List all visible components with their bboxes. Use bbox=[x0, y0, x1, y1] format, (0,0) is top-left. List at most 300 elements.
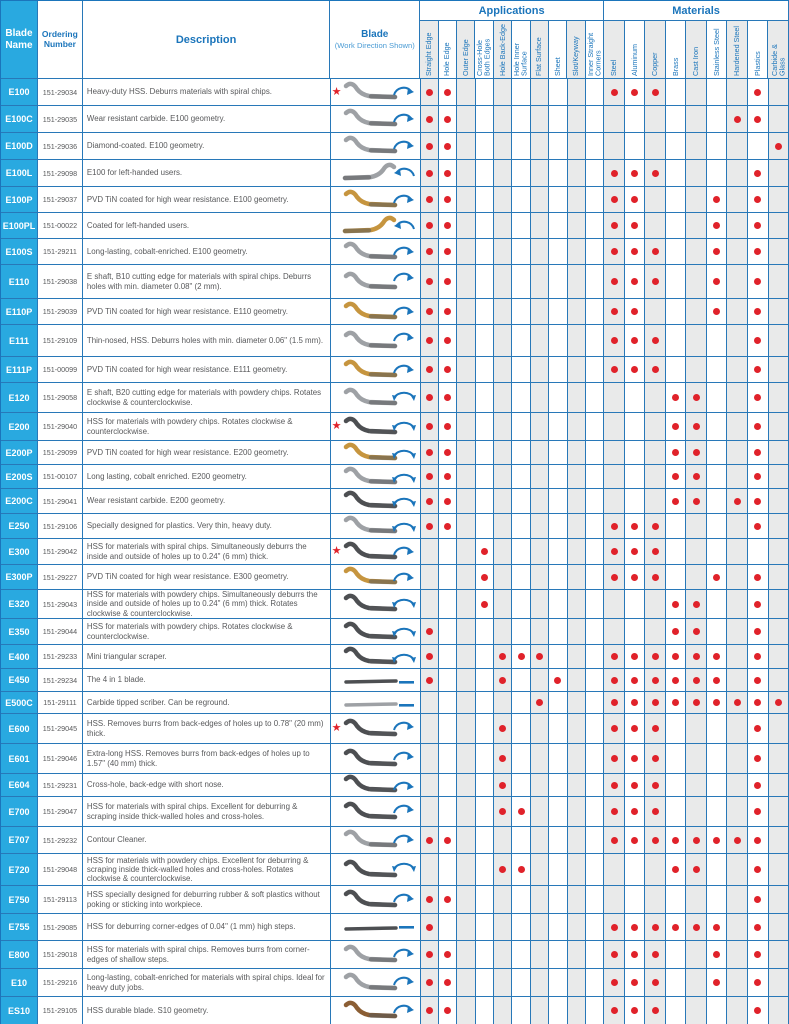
material-cell bbox=[666, 827, 687, 854]
application-cell bbox=[457, 489, 475, 514]
material-dot bbox=[652, 951, 659, 958]
material-cell bbox=[686, 325, 707, 357]
header-blade-name-label: Blade Name bbox=[5, 28, 33, 51]
application-cell bbox=[476, 969, 494, 997]
material-cell bbox=[645, 854, 666, 886]
application-cell bbox=[439, 325, 457, 357]
material-cell bbox=[604, 827, 625, 854]
material-cell bbox=[769, 160, 789, 187]
material-cell bbox=[666, 590, 687, 619]
table-row bbox=[1, 774, 789, 797]
application-cell bbox=[549, 383, 567, 413]
table-row bbox=[1, 969, 789, 997]
ordering-number: 151-29018 bbox=[38, 941, 83, 969]
header-ordering-number bbox=[38, 1, 83, 79]
ordering-number: 151-29232 bbox=[38, 827, 83, 854]
material-cell bbox=[748, 669, 769, 692]
blade-image-cell bbox=[331, 645, 421, 669]
application-dot bbox=[444, 308, 451, 315]
blade-image-cell bbox=[331, 383, 421, 413]
application-cell bbox=[512, 441, 530, 465]
ordering-number: 151-29048 bbox=[38, 854, 83, 886]
application-cell bbox=[476, 914, 494, 941]
work-direction-arrow-icon bbox=[391, 162, 417, 180]
application-cell bbox=[586, 744, 604, 774]
blade-name: E110 bbox=[1, 265, 38, 299]
application-cell bbox=[476, 645, 494, 669]
material-cell bbox=[666, 886, 687, 914]
application-cell bbox=[494, 383, 512, 413]
work-direction-arrow-icon bbox=[391, 443, 417, 461]
material-cell bbox=[707, 79, 728, 106]
material-dot bbox=[754, 755, 761, 762]
material-dot bbox=[652, 248, 659, 255]
blade-name: E601 bbox=[1, 744, 38, 774]
material-dot bbox=[734, 837, 741, 844]
description: Carbide tipped scriber. Can be reground. bbox=[83, 692, 331, 714]
material-cell bbox=[666, 714, 687, 744]
material-cell bbox=[748, 692, 769, 714]
material-cell bbox=[686, 941, 707, 969]
material-cell bbox=[645, 187, 666, 213]
table-row bbox=[1, 827, 789, 854]
material-cell bbox=[707, 969, 728, 997]
material-dot bbox=[631, 366, 638, 373]
material-column-header-6 bbox=[727, 21, 748, 79]
application-dot bbox=[444, 248, 451, 255]
material-dot bbox=[672, 866, 679, 873]
application-cell bbox=[457, 325, 475, 357]
blade-name: E350 bbox=[1, 619, 38, 645]
material-cell bbox=[645, 413, 666, 441]
application-cell bbox=[586, 465, 604, 489]
application-cell bbox=[568, 465, 586, 489]
application-cell bbox=[549, 565, 567, 590]
blade-image-cell bbox=[331, 239, 421, 265]
ordering-number: 151-29058 bbox=[38, 383, 83, 413]
star-icon: ★ bbox=[331, 545, 342, 557]
material-dot bbox=[754, 498, 761, 505]
application-cell bbox=[457, 854, 475, 886]
application-cell bbox=[457, 645, 475, 669]
material-cell bbox=[727, 465, 748, 489]
material-dot bbox=[631, 725, 638, 732]
application-cell bbox=[512, 325, 530, 357]
application-cell bbox=[512, 160, 530, 187]
material-dot bbox=[672, 699, 679, 706]
application-dot bbox=[444, 394, 451, 401]
application-cell bbox=[512, 514, 530, 539]
material-cell bbox=[625, 106, 646, 133]
material-dot bbox=[693, 601, 700, 608]
application-cell bbox=[421, 239, 439, 265]
application-cell bbox=[568, 299, 586, 325]
material-dot bbox=[693, 423, 700, 430]
material-cell bbox=[748, 160, 769, 187]
application-cell bbox=[421, 514, 439, 539]
material-cell bbox=[727, 997, 748, 1024]
application-dot bbox=[426, 473, 433, 480]
blade-name: E300 bbox=[1, 539, 38, 565]
application-cell bbox=[476, 383, 494, 413]
material-cell bbox=[769, 465, 789, 489]
material-cell bbox=[769, 774, 789, 797]
application-cell bbox=[568, 265, 586, 299]
material-cell bbox=[645, 133, 666, 160]
material-dot bbox=[631, 1007, 638, 1014]
material-dot bbox=[652, 278, 659, 285]
material-cell bbox=[666, 465, 687, 489]
work-direction-arrow-icon bbox=[391, 467, 417, 485]
application-cell bbox=[439, 106, 457, 133]
material-cell bbox=[625, 619, 646, 645]
application-dot bbox=[444, 449, 451, 456]
material-dot bbox=[652, 523, 659, 530]
material-cell bbox=[727, 325, 748, 357]
material-dot bbox=[754, 308, 761, 315]
application-cell bbox=[439, 133, 457, 160]
header-ordering-number-label: Ordering Number bbox=[41, 28, 78, 49]
application-cell bbox=[531, 854, 549, 886]
material-cell bbox=[604, 413, 625, 441]
application-column-header-1 bbox=[439, 21, 457, 79]
blade-image-cell bbox=[331, 590, 421, 619]
material-dot bbox=[652, 337, 659, 344]
application-dot bbox=[444, 278, 451, 285]
material-cell bbox=[707, 645, 728, 669]
application-cell bbox=[568, 441, 586, 465]
blade-name: E100PL bbox=[1, 213, 38, 239]
work-direction-arrow-icon bbox=[391, 516, 417, 534]
application-cell bbox=[531, 669, 549, 692]
ordering-number: 151-29041 bbox=[38, 489, 83, 514]
blade-image-cell bbox=[331, 997, 421, 1024]
material-cell bbox=[727, 160, 748, 187]
application-cell bbox=[439, 692, 457, 714]
application-column-label: Hole Inner Surface bbox=[512, 42, 529, 76]
application-cell bbox=[512, 997, 530, 1024]
material-cell bbox=[604, 941, 625, 969]
material-dot bbox=[631, 308, 638, 315]
material-cell bbox=[748, 886, 769, 914]
material-dot bbox=[754, 653, 761, 660]
application-cell bbox=[531, 969, 549, 997]
application-cell bbox=[586, 413, 604, 441]
material-dot bbox=[693, 677, 700, 684]
blade-image-cell bbox=[331, 886, 421, 914]
application-dot bbox=[426, 951, 433, 958]
application-cell bbox=[586, 514, 604, 539]
material-cell bbox=[686, 827, 707, 854]
material-cell bbox=[707, 239, 728, 265]
material-cell bbox=[769, 669, 789, 692]
application-cell bbox=[439, 827, 457, 854]
application-cell bbox=[457, 692, 475, 714]
application-cell bbox=[549, 413, 567, 441]
application-dot bbox=[426, 143, 433, 150]
application-column-label: Cross-Hole Both Edges bbox=[475, 38, 493, 76]
application-cell bbox=[568, 774, 586, 797]
work-direction-arrow-icon bbox=[391, 415, 417, 433]
table-row bbox=[1, 714, 789, 744]
material-dot bbox=[652, 1007, 659, 1014]
material-cell bbox=[604, 357, 625, 383]
application-cell bbox=[439, 489, 457, 514]
material-cell bbox=[707, 213, 728, 239]
application-cell bbox=[586, 941, 604, 969]
application-dot bbox=[426, 196, 433, 203]
material-dot bbox=[754, 866, 761, 873]
application-cell bbox=[531, 239, 549, 265]
work-direction-arrow-icon bbox=[391, 541, 417, 559]
material-cell bbox=[686, 645, 707, 669]
material-cell bbox=[686, 133, 707, 160]
application-cell bbox=[494, 969, 512, 997]
application-cell bbox=[531, 299, 549, 325]
blade-name: E400 bbox=[1, 645, 38, 669]
application-cell bbox=[421, 265, 439, 299]
material-dot bbox=[754, 979, 761, 986]
material-cell bbox=[769, 941, 789, 969]
material-cell bbox=[727, 941, 748, 969]
material-cell bbox=[604, 299, 625, 325]
application-cell bbox=[421, 969, 439, 997]
application-cell bbox=[421, 325, 439, 357]
material-cell bbox=[666, 914, 687, 941]
material-cell bbox=[748, 619, 769, 645]
material-cell bbox=[727, 413, 748, 441]
application-cell bbox=[494, 886, 512, 914]
blade-image-cell bbox=[331, 565, 421, 590]
material-dot bbox=[631, 924, 638, 931]
material-cell bbox=[645, 941, 666, 969]
description: Thin-nosed, HSS. Deburrs holes with min. diameter 0.06" (1.5 mm). bbox=[83, 325, 331, 357]
application-dot bbox=[426, 366, 433, 373]
material-dot bbox=[672, 449, 679, 456]
application-cell bbox=[494, 213, 512, 239]
ordering-number: 151-00099 bbox=[38, 357, 83, 383]
material-cell bbox=[748, 645, 769, 669]
blade-name: E111P bbox=[1, 357, 38, 383]
application-cell bbox=[512, 797, 530, 827]
material-dot bbox=[611, 755, 618, 762]
blade-image-cell bbox=[331, 413, 421, 441]
material-cell bbox=[707, 133, 728, 160]
application-cell bbox=[586, 325, 604, 357]
material-dot bbox=[713, 308, 720, 315]
material-dot bbox=[631, 677, 638, 684]
description: HSS for deburring corner-edges of 0.04" (1 mm) high steps. bbox=[83, 914, 331, 941]
material-cell bbox=[748, 489, 769, 514]
application-cell bbox=[549, 854, 567, 886]
table-row bbox=[1, 187, 789, 213]
application-cell bbox=[568, 969, 586, 997]
application-cell bbox=[494, 854, 512, 886]
table-row bbox=[1, 133, 789, 160]
material-dot bbox=[693, 473, 700, 480]
application-cell bbox=[531, 619, 549, 645]
blade-image-cell bbox=[331, 914, 421, 941]
blade-name: ES10 bbox=[1, 997, 38, 1024]
application-cell bbox=[457, 441, 475, 465]
table-row bbox=[1, 692, 789, 714]
material-cell bbox=[625, 265, 646, 299]
material-cell bbox=[666, 645, 687, 669]
application-cell bbox=[457, 299, 475, 325]
material-cell bbox=[707, 744, 728, 774]
application-cell bbox=[439, 590, 457, 619]
application-cell bbox=[494, 133, 512, 160]
material-cell bbox=[666, 941, 687, 969]
material-dot bbox=[754, 782, 761, 789]
material-cell bbox=[707, 619, 728, 645]
material-cell bbox=[645, 465, 666, 489]
material-dot bbox=[754, 628, 761, 635]
material-cell bbox=[645, 997, 666, 1024]
application-cell bbox=[568, 914, 586, 941]
description: Heavy-duty HSS. Deburrs materials with spiral chips. bbox=[83, 79, 331, 106]
material-cell bbox=[666, 565, 687, 590]
application-cell bbox=[439, 886, 457, 914]
material-dot bbox=[713, 222, 720, 229]
blade-name: E200P bbox=[1, 441, 38, 465]
table-row bbox=[1, 160, 789, 187]
blade-name: E10 bbox=[1, 969, 38, 997]
material-cell bbox=[604, 797, 625, 827]
application-column-header-2 bbox=[457, 21, 475, 79]
table-row bbox=[1, 465, 789, 489]
blade-image-cell bbox=[331, 514, 421, 539]
application-cell bbox=[549, 213, 567, 239]
application-cell bbox=[476, 692, 494, 714]
ordering-number: 151-29034 bbox=[38, 79, 83, 106]
blade-image-cell bbox=[331, 213, 421, 239]
application-cell bbox=[494, 565, 512, 590]
material-dot bbox=[631, 523, 638, 530]
application-cell bbox=[568, 714, 586, 744]
application-cell bbox=[512, 299, 530, 325]
application-cell bbox=[494, 714, 512, 744]
table-row bbox=[1, 79, 789, 106]
application-cell bbox=[421, 619, 439, 645]
material-dot bbox=[631, 222, 638, 229]
ordering-number: 151-29113 bbox=[38, 886, 83, 914]
material-cell bbox=[625, 714, 646, 744]
application-cell bbox=[512, 133, 530, 160]
ordering-number: 151-29042 bbox=[38, 539, 83, 565]
description: Long lasting, cobalt enriched. E200 geometry. bbox=[83, 465, 331, 489]
description: Mini triangular scraper. bbox=[83, 645, 331, 669]
material-dot bbox=[754, 222, 761, 229]
material-dot bbox=[713, 677, 720, 684]
material-cell bbox=[727, 79, 748, 106]
application-cell bbox=[512, 914, 530, 941]
blade-name: E604 bbox=[1, 774, 38, 797]
material-cell bbox=[604, 383, 625, 413]
material-cell bbox=[727, 265, 748, 299]
application-cell bbox=[568, 160, 586, 187]
application-cell bbox=[476, 514, 494, 539]
application-cell bbox=[476, 669, 494, 692]
application-cell bbox=[476, 489, 494, 514]
material-cell bbox=[604, 744, 625, 774]
material-dot bbox=[693, 866, 700, 873]
application-cell bbox=[439, 239, 457, 265]
blade-image-cell bbox=[331, 187, 421, 213]
application-cell bbox=[512, 213, 530, 239]
application-cell bbox=[531, 465, 549, 489]
application-dot bbox=[518, 653, 525, 660]
application-cell bbox=[586, 239, 604, 265]
application-cell bbox=[531, 590, 549, 619]
material-cell bbox=[625, 383, 646, 413]
application-cell bbox=[494, 357, 512, 383]
work-direction-arrow-icon bbox=[391, 799, 417, 817]
work-direction-arrow-icon bbox=[391, 327, 417, 345]
application-cell bbox=[476, 619, 494, 645]
application-cell bbox=[476, 886, 494, 914]
table-row bbox=[1, 565, 789, 590]
material-cell bbox=[686, 514, 707, 539]
application-dot bbox=[426, 1007, 433, 1014]
application-cell bbox=[476, 854, 494, 886]
application-cell bbox=[586, 969, 604, 997]
application-cell bbox=[586, 619, 604, 645]
material-dot bbox=[672, 498, 679, 505]
blade-name: E450 bbox=[1, 669, 38, 692]
material-cell bbox=[727, 854, 748, 886]
material-dot bbox=[652, 808, 659, 815]
description: Diamond-coated. E100 geometry. bbox=[83, 133, 331, 160]
application-cell bbox=[476, 744, 494, 774]
application-cell bbox=[421, 383, 439, 413]
application-cell bbox=[586, 774, 604, 797]
material-cell bbox=[707, 489, 728, 514]
application-dot bbox=[499, 808, 506, 815]
material-cell bbox=[707, 514, 728, 539]
material-cell bbox=[727, 441, 748, 465]
application-cell bbox=[531, 714, 549, 744]
work-direction-arrow-icon bbox=[391, 81, 417, 99]
material-cell bbox=[748, 187, 769, 213]
material-cell bbox=[625, 744, 646, 774]
application-cell bbox=[421, 797, 439, 827]
material-cell bbox=[748, 299, 769, 325]
material-cell bbox=[769, 619, 789, 645]
ordering-number: 151-29211 bbox=[38, 239, 83, 265]
material-cell bbox=[686, 465, 707, 489]
application-cell bbox=[512, 357, 530, 383]
material-cell bbox=[707, 187, 728, 213]
material-cell bbox=[769, 325, 789, 357]
application-cell bbox=[549, 590, 567, 619]
material-cell bbox=[645, 565, 666, 590]
application-cell bbox=[531, 213, 549, 239]
material-cell bbox=[727, 489, 748, 514]
table-body bbox=[1, 79, 789, 1024]
material-column-label: Carbide & Glass bbox=[769, 44, 787, 76]
material-cell bbox=[604, 714, 625, 744]
material-dot bbox=[652, 677, 659, 684]
material-cell bbox=[604, 854, 625, 886]
work-direction-arrow-icon bbox=[391, 621, 417, 639]
application-cell bbox=[568, 133, 586, 160]
application-dot bbox=[426, 677, 433, 684]
application-cell bbox=[549, 914, 567, 941]
application-cell bbox=[568, 413, 586, 441]
description: HSS for materials with powdery chips. Excellent for deburring & scraping inside thick-walled holes and cross-holes. Rotates clockwise & counterclockwise. bbox=[83, 854, 331, 886]
application-cell bbox=[476, 133, 494, 160]
